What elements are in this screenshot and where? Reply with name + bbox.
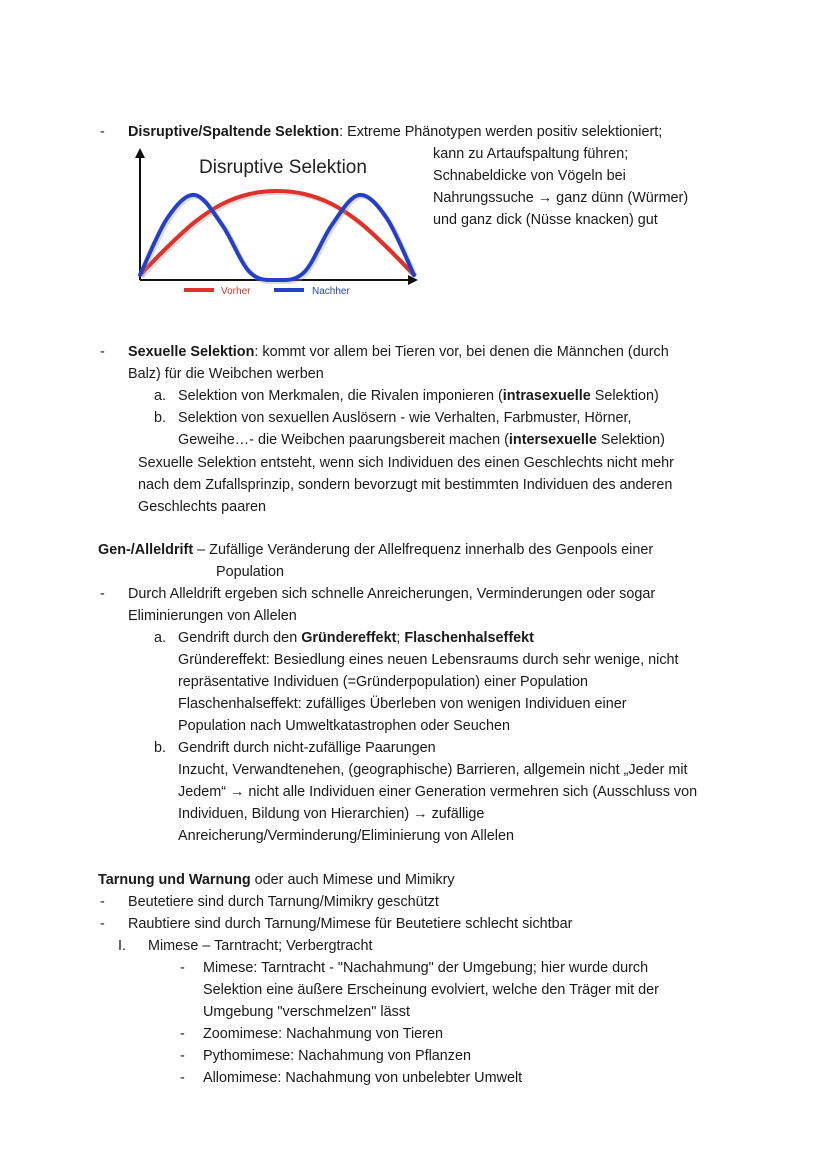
- bullet-dash: -: [180, 960, 185, 976]
- legend-label-vorher: Vorher: [221, 286, 251, 297]
- list-marker: a.: [154, 630, 167, 646]
- zoomimese-line: Zoomimese: Nachahmung von Tieren: [203, 1026, 443, 1042]
- mimese-line: Selektion eine äußere Erscheinung evolviert, welche den Träger mit der: [203, 982, 659, 998]
- disruptive-selection-chart: [126, 140, 426, 305]
- camouflage-heading: [98, 869, 455, 891]
- drift-item-b: Gendrift durch nicht-zufällige Paarungen: [178, 740, 436, 756]
- drift-bullet-line: Durch Alleldrift ergeben sich schnelle Anreicherungen, Verminderungen oder sogar: [128, 586, 656, 602]
- list-marker: b.: [154, 410, 167, 426]
- drift-a-line: Flaschenhalseffekt: zufälliges Überleben von wenigen Individuen einer: [178, 696, 627, 712]
- disruptive-title: Disruptive/Spaltende Selektion: [128, 124, 340, 140]
- bullet-dash: -: [100, 586, 105, 602]
- mimese-line: Umgebung "verschmelzen" lässt: [203, 1004, 410, 1020]
- disruptive-line: Schnabeldicke von Vögeln bei: [433, 168, 626, 184]
- drift-a-line: Gründereffekt: Besiedlung eines neuen Lebensraums durch sehr wenige, nicht: [178, 652, 679, 668]
- list-marker: b.: [154, 740, 167, 756]
- drift-a-line: repräsentative Individuen (=Gründerpopulation) einer Population: [178, 674, 588, 690]
- allomimese-line: Allomimese: Nachahmung von unbelebter Umwelt: [203, 1070, 523, 1086]
- legend-swatch-vorher: [184, 288, 214, 292]
- bullet-dash: -: [100, 894, 105, 910]
- item-text: ;: [396, 630, 405, 646]
- item-bold: Gründereffekt: [301, 630, 397, 646]
- list-item: [178, 385, 659, 407]
- drift-b-line: Jedem“ → nicht alle Individuen einer Generation vermehren sich (Ausschluss von: [178, 784, 698, 800]
- camouflage-title: Tarnung und Warnung: [98, 872, 251, 888]
- camouflage-bullet: Raubtiere sind durch Tarnung/Mimese für Beutetiere schlecht sichtbar: [128, 916, 573, 932]
- mimese-line: Mimese: Tarntracht - "Nachahmung" der Umgebung; hier wurde durch: [203, 960, 649, 976]
- disruptive-line: kann zu Artaufspaltung führen;: [433, 146, 629, 162]
- drift-item-a: [178, 627, 534, 649]
- item-text: Geweihe…- die Weibchen paarungsbereit machen (: [178, 432, 509, 448]
- series-shadow-nachher: [142, 196, 416, 281]
- list-item-continued: [178, 429, 665, 451]
- drift-a-line: Population nach Umweltkatastrophen oder Seuchen: [178, 718, 510, 734]
- drift-heading: [98, 539, 653, 561]
- sexual-line: Balz) für die Weibchen werben: [128, 366, 324, 382]
- drift-heading-line2: Population: [216, 564, 285, 580]
- roman-marker: I.: [118, 938, 126, 954]
- drift-intro: – Zufällige Veränderung der Allelfrequenz innerhalb des Genpools einer: [193, 542, 654, 558]
- disruptive-line: Nahrungssuche → ganz dünn (Würmer): [433, 190, 689, 206]
- disruptive-intro: : Extreme Phänotypen werden positiv selektioniert;: [339, 124, 663, 140]
- item-text: Selektion): [596, 432, 665, 448]
- mimese-heading: Mimese – Tarntracht; Verbergtracht: [148, 938, 373, 954]
- item-text: Gendrift durch den: [178, 630, 302, 646]
- legend-swatch-nachher: [274, 288, 304, 292]
- item-text: Selektion von Merkmalen, die Rivalen imponieren (: [178, 388, 503, 404]
- drift-b-line: Individuen, Bildung von Hierarchien) → zufällige: [178, 806, 485, 822]
- camouflage-intro: oder auch Mimese und Mimikry: [250, 872, 455, 888]
- item-bold: intrasexuelle: [502, 388, 591, 404]
- drift-title: Gen-/Alleldrift: [98, 542, 194, 558]
- pythomimese-line: Pythomimese: Nachahmung von Pflanzen: [203, 1048, 471, 1064]
- drift-bullet-line: Eliminierungen von Allelen: [128, 608, 297, 624]
- drift-b-line: Inzucht, Verwandtenehen, (geographische) Barrieren, allgemein nicht „Jeder mit: [178, 762, 688, 778]
- drift-b-line: Anreicherung/Verminderung/Eliminierung von Allelen: [178, 828, 514, 844]
- summary-line: Geschlechts paaren: [138, 499, 266, 515]
- item-text: Selektion): [590, 388, 659, 404]
- summary-line: nach dem Zufallsprinzip, sondern bevorzugt mit bestimmten Individuen des anderen: [138, 477, 673, 493]
- summary-line: Sexuelle Selektion entsteht, wenn sich Individuen des einen Geschlechts nicht mehr: [138, 455, 674, 471]
- disruptive-line: und ganz dick (Nüsse knacken) gut: [433, 212, 658, 228]
- bullet-dash: -: [100, 124, 105, 140]
- bullet-dash: -: [100, 344, 105, 360]
- y-axis-arrow-icon: [135, 148, 145, 158]
- sexual-heading: [128, 341, 669, 363]
- item-bold: intersexuelle: [508, 432, 597, 448]
- bullet-dash: -: [100, 916, 105, 932]
- sexual-title: Sexuelle Selektion: [128, 344, 255, 360]
- list-item: Selektion von sexuellen Auslösern - wie Verhalten, Farbmuster, Hörner,: [178, 410, 632, 426]
- camouflage-bullet: Beutetiere sind durch Tarnung/Mimikry geschützt: [128, 894, 439, 910]
- bullet-dash: -: [180, 1026, 185, 1042]
- legend-label-nachher: Nachher: [312, 286, 350, 297]
- bullet-dash: -: [180, 1048, 185, 1064]
- bullet-dash: -: [180, 1070, 185, 1086]
- chart-title: Disruptive Selektion: [199, 157, 367, 178]
- list-marker: a.: [154, 388, 167, 404]
- sexual-intro: : kommt vor allem bei Tieren vor, bei denen die Männchen (durch: [254, 344, 669, 360]
- item-bold: Flaschenhalseffekt: [404, 630, 534, 646]
